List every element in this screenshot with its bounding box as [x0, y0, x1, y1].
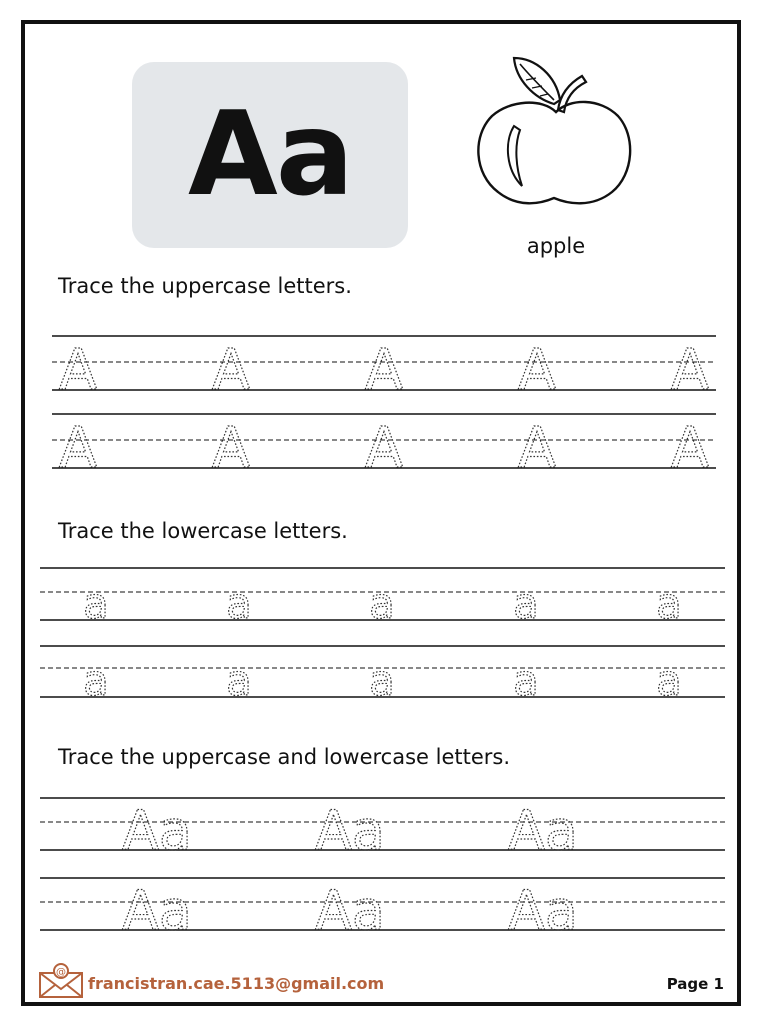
trace-uppercase-letter: A: [364, 338, 404, 403]
trace-uppercase-letter: A: [58, 338, 98, 403]
trace-lowercase-letter: a: [226, 579, 252, 628]
trace-letter-pair: Aa: [507, 879, 579, 942]
both-instruction: Trace the uppercase and lowercase letters.: [58, 745, 511, 769]
trace-lowercase-letter: a: [226, 656, 252, 705]
trace-lowercase-letter: a: [513, 579, 539, 628]
trace-lowercase-letter: a: [369, 656, 395, 705]
trace-lowercase-letter: a: [656, 579, 682, 628]
trace-uppercase-letter: A: [517, 416, 557, 481]
page-number: Page 1: [666, 975, 724, 993]
trace-uppercase-letter: A: [211, 338, 251, 403]
mail-icon: [38, 961, 84, 999]
trace-uppercase-letter: A: [670, 338, 710, 403]
trace-uppercase-letter: A: [58, 416, 98, 481]
picture-word: apple: [526, 234, 586, 258]
trace-uppercase-letter: A: [211, 416, 251, 481]
svg-text:@: @: [56, 967, 66, 978]
trace-uppercase-letter: A: [670, 416, 710, 481]
trace-lowercase-letter: a: [83, 656, 109, 705]
trace-lowercase-letter: a: [656, 656, 682, 705]
trace-lowercase-letter: a: [513, 656, 539, 705]
trace-lowercase-letter: a: [369, 579, 395, 628]
lowercase-instruction: Trace the lowercase letters.: [58, 519, 348, 543]
trace-uppercase-letter: A: [517, 338, 557, 403]
trace-lowercase-letter: a: [83, 579, 109, 628]
featured-letter: Aa: [187, 87, 353, 222]
footer-email: francistran.cae.5113@gmail.com: [88, 974, 385, 993]
trace-uppercase-letter: A: [364, 416, 404, 481]
trace-letter-pair: Aa: [121, 879, 193, 942]
trace-letter-pair: Aa: [314, 879, 386, 942]
trace-letter-pair: Aa: [314, 799, 386, 862]
trace-letter-pair: Aa: [121, 799, 193, 862]
trace-letter-pair: Aa: [507, 799, 579, 862]
uppercase-instruction: Trace the uppercase letters.: [58, 274, 352, 298]
